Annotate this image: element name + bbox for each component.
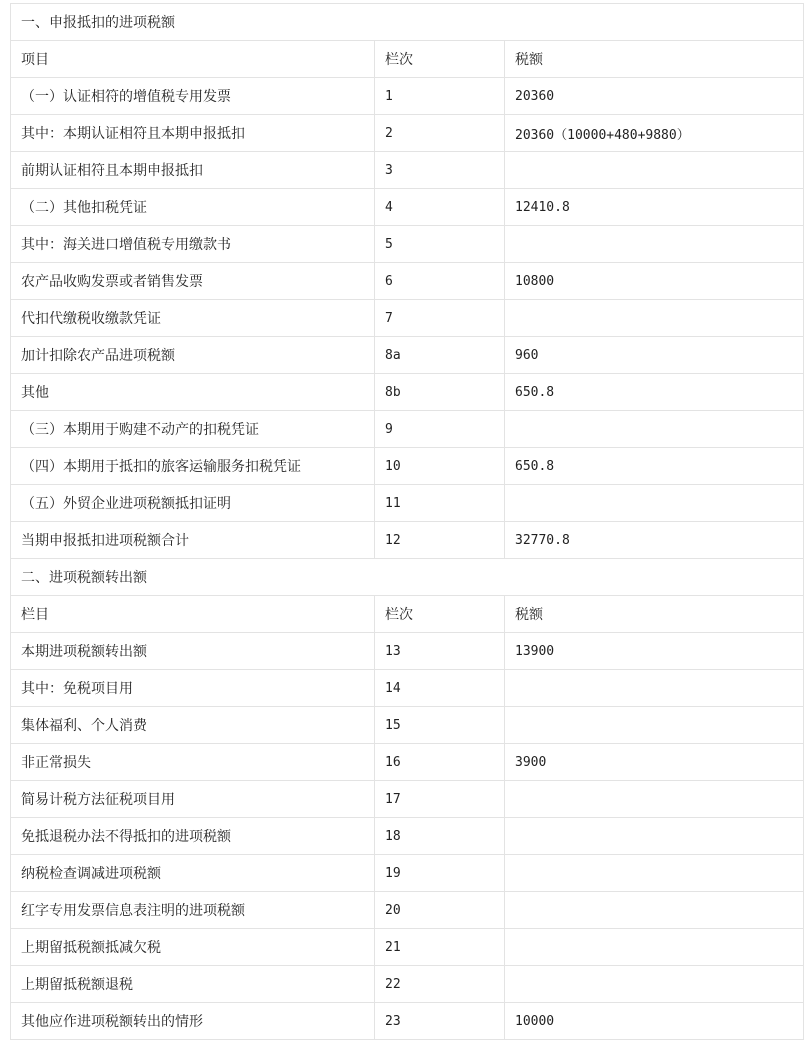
table-row [11,670,804,707]
table-row [11,300,804,337]
row-line-number: 4 [375,189,505,226]
row-item: （四）本期用于抵扣的旅客运输服务扣税凭证 [11,448,375,485]
row-item: 简易计税方法征税项目用 [11,781,375,818]
row-tax-amount [505,485,804,522]
row-tax-amount [505,300,804,337]
row-tax-amount: 20360（10000+480+9880） [505,115,804,152]
section2-header-amount: 税额 [505,596,804,633]
section1-header-item: 项目 [11,41,375,78]
table-row [11,522,804,559]
row-line-number: 23 [375,1003,505,1040]
row-item: 其中：本期认证相符且本期申报抵扣 [11,115,375,152]
section2-header-row [11,596,804,633]
row-tax-amount [505,855,804,892]
row-item: 其他 [11,374,375,411]
row-line-number: 10 [375,448,505,485]
row-line-number: 3 [375,152,505,189]
row-line-number: 1 [375,78,505,115]
table-row [11,485,804,522]
row-tax-amount: 12410.8 [505,189,804,226]
row-line-number: 2 [375,115,505,152]
row-line-number: 9 [375,411,505,448]
row-item: 本期进项税额转出额 [11,633,375,670]
row-item: 农产品收购发票或者销售发票 [11,263,375,300]
table-row [11,892,804,929]
table-row [11,929,804,966]
row-line-number: 7 [375,300,505,337]
row-line-number: 20 [375,892,505,929]
table-row [11,966,804,1003]
section2-header-line: 栏次 [375,596,505,633]
row-line-number: 22 [375,966,505,1003]
table-row [11,374,804,411]
row-line-number: 11 [375,485,505,522]
row-tax-amount: 650.8 [505,448,804,485]
row-line-number: 5 [375,226,505,263]
row-tax-amount [505,226,804,263]
row-item: 当期申报抵扣进项税额合计 [11,522,375,559]
table-row [11,1003,804,1040]
row-item: （五）外贸企业进项税额抵扣证明 [11,485,375,522]
row-item: 集体福利、个人消费 [11,707,375,744]
table-row [11,115,804,152]
row-tax-amount: 13900 [505,633,804,670]
row-line-number: 6 [375,263,505,300]
input-tax-table [10,3,804,1040]
row-item: 免抵退税办法不得抵扣的进项税额 [11,818,375,855]
row-tax-amount: 10000 [505,1003,804,1040]
table-row [11,744,804,781]
row-tax-amount [505,966,804,1003]
section2-header-item: 栏目 [11,596,375,633]
row-line-number: 16 [375,744,505,781]
table-row [11,781,804,818]
row-tax-amount [505,892,804,929]
row-item: 加计扣除农产品进项税额 [11,337,375,374]
row-tax-amount [505,818,804,855]
row-line-number: 12 [375,522,505,559]
row-tax-amount: 3900 [505,744,804,781]
row-tax-amount: 10800 [505,263,804,300]
table-row [11,855,804,892]
row-tax-amount: 20360 [505,78,804,115]
row-line-number: 14 [375,670,505,707]
table-row [11,226,804,263]
table-row [11,189,804,226]
table-row [11,263,804,300]
section2-title: 二、进项税额转出额 [11,559,804,596]
row-line-number: 8a [375,337,505,374]
section1-title-row [11,4,804,41]
row-tax-amount: 32770.8 [505,522,804,559]
row-line-number: 15 [375,707,505,744]
row-item: （二）其他扣税凭证 [11,189,375,226]
table-row [11,633,804,670]
table-row [11,78,804,115]
section2-title-row [11,559,804,596]
table-row [11,707,804,744]
input-tax-table-body [11,4,804,1040]
section1-header-row [11,41,804,78]
row-item: 红字专用发票信息表注明的进项税额 [11,892,375,929]
table-row [11,337,804,374]
row-tax-amount [505,411,804,448]
row-item: 纳税检查调减进项税额 [11,855,375,892]
row-item: 上期留抵税额退税 [11,966,375,1003]
row-item: （三）本期用于购建不动产的扣税凭证 [11,411,375,448]
row-item: 代扣代缴税收缴款凭证 [11,300,375,337]
section1-header-line: 栏次 [375,41,505,78]
row-tax-amount: 650.8 [505,374,804,411]
row-line-number: 17 [375,781,505,818]
row-line-number: 8b [375,374,505,411]
table-row [11,411,804,448]
row-tax-amount [505,152,804,189]
tax-table-container [10,3,803,1040]
row-line-number: 13 [375,633,505,670]
section1-header-amount: 税额 [505,41,804,78]
row-item: 前期认证相符且本期申报抵扣 [11,152,375,189]
table-row [11,152,804,189]
row-tax-amount [505,707,804,744]
row-line-number: 18 [375,818,505,855]
row-tax-amount [505,929,804,966]
row-line-number: 19 [375,855,505,892]
row-item: 其中：海关进口增值税专用缴款书 [11,226,375,263]
row-item: 其中：免税项目用 [11,670,375,707]
row-tax-amount [505,670,804,707]
row-item: 其他应作进项税额转出的情形 [11,1003,375,1040]
row-tax-amount: 960 [505,337,804,374]
row-item: （一）认证相符的增值税专用发票 [11,78,375,115]
table-row [11,818,804,855]
row-tax-amount [505,781,804,818]
section1-title: 一、申报抵扣的进项税额 [11,4,804,41]
row-item: 上期留抵税额抵减欠税 [11,929,375,966]
row-line-number: 21 [375,929,505,966]
table-row [11,448,804,485]
row-item: 非正常损失 [11,744,375,781]
